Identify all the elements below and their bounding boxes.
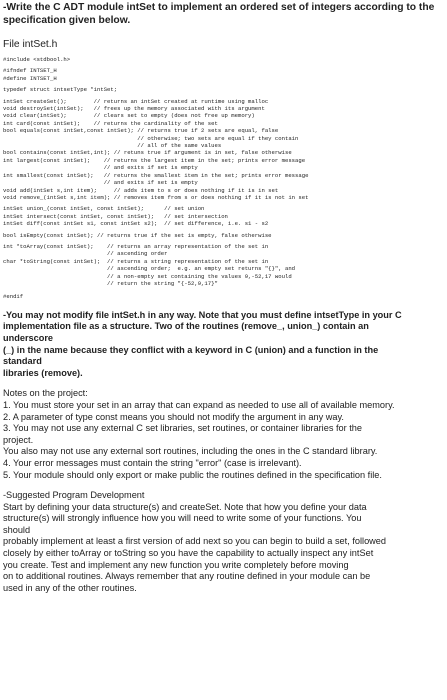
warning-section xyxy=(3,310,444,380)
suggested-line-2: structure(s) will strongly influence how you will need to write some of your functions. You xyxy=(3,513,362,524)
note-4: 4. Your error messages must contain the string "error" (case is irrelevant). xyxy=(3,457,302,468)
code-include: #include <stdbool.h> xyxy=(3,56,71,63)
note-1: 1. You must store your set in an array that can expand as needed to use all of available memory. xyxy=(3,399,395,410)
intro-heading xyxy=(3,1,444,27)
warning-line-2: implementation file as a structure. Two of the routines (remove_, union_) contain an xyxy=(3,321,369,332)
file-label: File intSet.h xyxy=(3,39,58,50)
note-3b: project. xyxy=(3,434,34,445)
warning-line-6: libraries (remove). xyxy=(3,367,83,378)
notes-section xyxy=(3,388,444,481)
note-3a: 3. You may not use any external C set libraries, set routines, or container libraries for the xyxy=(3,423,363,434)
suggested-line-4: probably implement at least a first version of add next so you can begin to build a set, followed xyxy=(3,536,387,547)
note-3c: You also may not use any external sort routines, including the ones in the C standard library. xyxy=(3,446,378,457)
warning-line-3: underscore xyxy=(3,332,54,343)
code-isempty: bool isEmpty(const intSet); // returns true if the set is empty, false otherwise xyxy=(3,231,272,239)
intro-line-1: -Write the C ADT module intSet to implement an ordered set of integers according to the xyxy=(3,2,435,13)
code-set-operations: intSet union_(const intSet, const intSet); // set union intSet intersect(const intSet, const intSet); // set intersection intSet diff(const intSet s1, const intSet s2); // set difference, i.e. s1 - s2 xyxy=(3,205,269,228)
suggested-line-5: closely by either toArray or toString so you have the capability to actually inspect any intSet xyxy=(3,548,374,559)
suggested-title: -Suggested Program Development xyxy=(3,490,145,501)
warning-line-5: standard xyxy=(3,356,42,367)
code-conversion-declarations: int *toArray(const intSet); // returns an array representation of the set in // ascending order char *toString(const intSet); // returns a string representation of the set in // ascending order; e.g. an empty set returns "{}", and // a non-empty set containing the values 9,-52,17 would // return the string "{-52,9,17}" xyxy=(3,242,296,287)
code-include-guard: #ifndef INTSET_H #define INTSET_H xyxy=(3,67,57,82)
document xyxy=(3,1,444,594)
code-endif: #endif xyxy=(3,293,24,301)
suggested-line-8: used in any of the other routines. xyxy=(3,582,137,593)
suggested-line-1: Start by defining your data structure(s) and createSet. Note that how you define your data xyxy=(3,501,367,512)
code-typedef: typedef struct intsetType *intSet; xyxy=(3,86,118,94)
suggested-section xyxy=(3,490,444,594)
intro-line-2: specification given below. xyxy=(3,15,131,26)
suggested-line-7: on to additional routines. Always remember that any routine defined in your module can be xyxy=(3,571,371,582)
notes-title: Notes on the project: xyxy=(3,388,88,399)
note-2: 2. A parameter of type const means you should not modify the argument in any way. xyxy=(3,411,344,422)
suggested-line-3: should xyxy=(3,524,31,535)
suggested-line-6: you create. Test and implement any new function you write completely before moving xyxy=(3,559,349,570)
note-5: 5. Your module should only export or make public the routines defined in the specification file. xyxy=(3,469,382,480)
code-listing xyxy=(3,56,444,301)
code-basic-declarations: intSet createSet(); // returns an intSet created at runtime using malloc void destroySet(intSet); // frees up the memory associated with its argument void clear(intSet); // clears set to empty (does not free up memory) int card(const intSet); // returns the cardinality of the set bool equals(const intSet,const intSet); // returns true if 2 sets are equal, false // otherwise; two sets are equal if they contain // all of the same values bool contains(const intSet,int); // retuns true if argument is in set, false otherwise int largest(const intSet); // returns the largest item in the set; prints error message // and exits if set is empty int smallest(const intSet); // returns the smallest item in the set; prints error message // and exits if set is empty void add(intSet s,int item); // adds item to s or does nothing if it is in set void remove_(intSet s,int item); // removes item from s or does nothing if it is not in set xyxy=(3,97,309,201)
warning-line-1: -You may not modify file intSet.h in any way. Note that you must define intsetType in your C xyxy=(3,309,402,320)
warning-line-4: (_) in the name because they conflict with a keyword in C (union) and a function in the xyxy=(3,344,379,355)
